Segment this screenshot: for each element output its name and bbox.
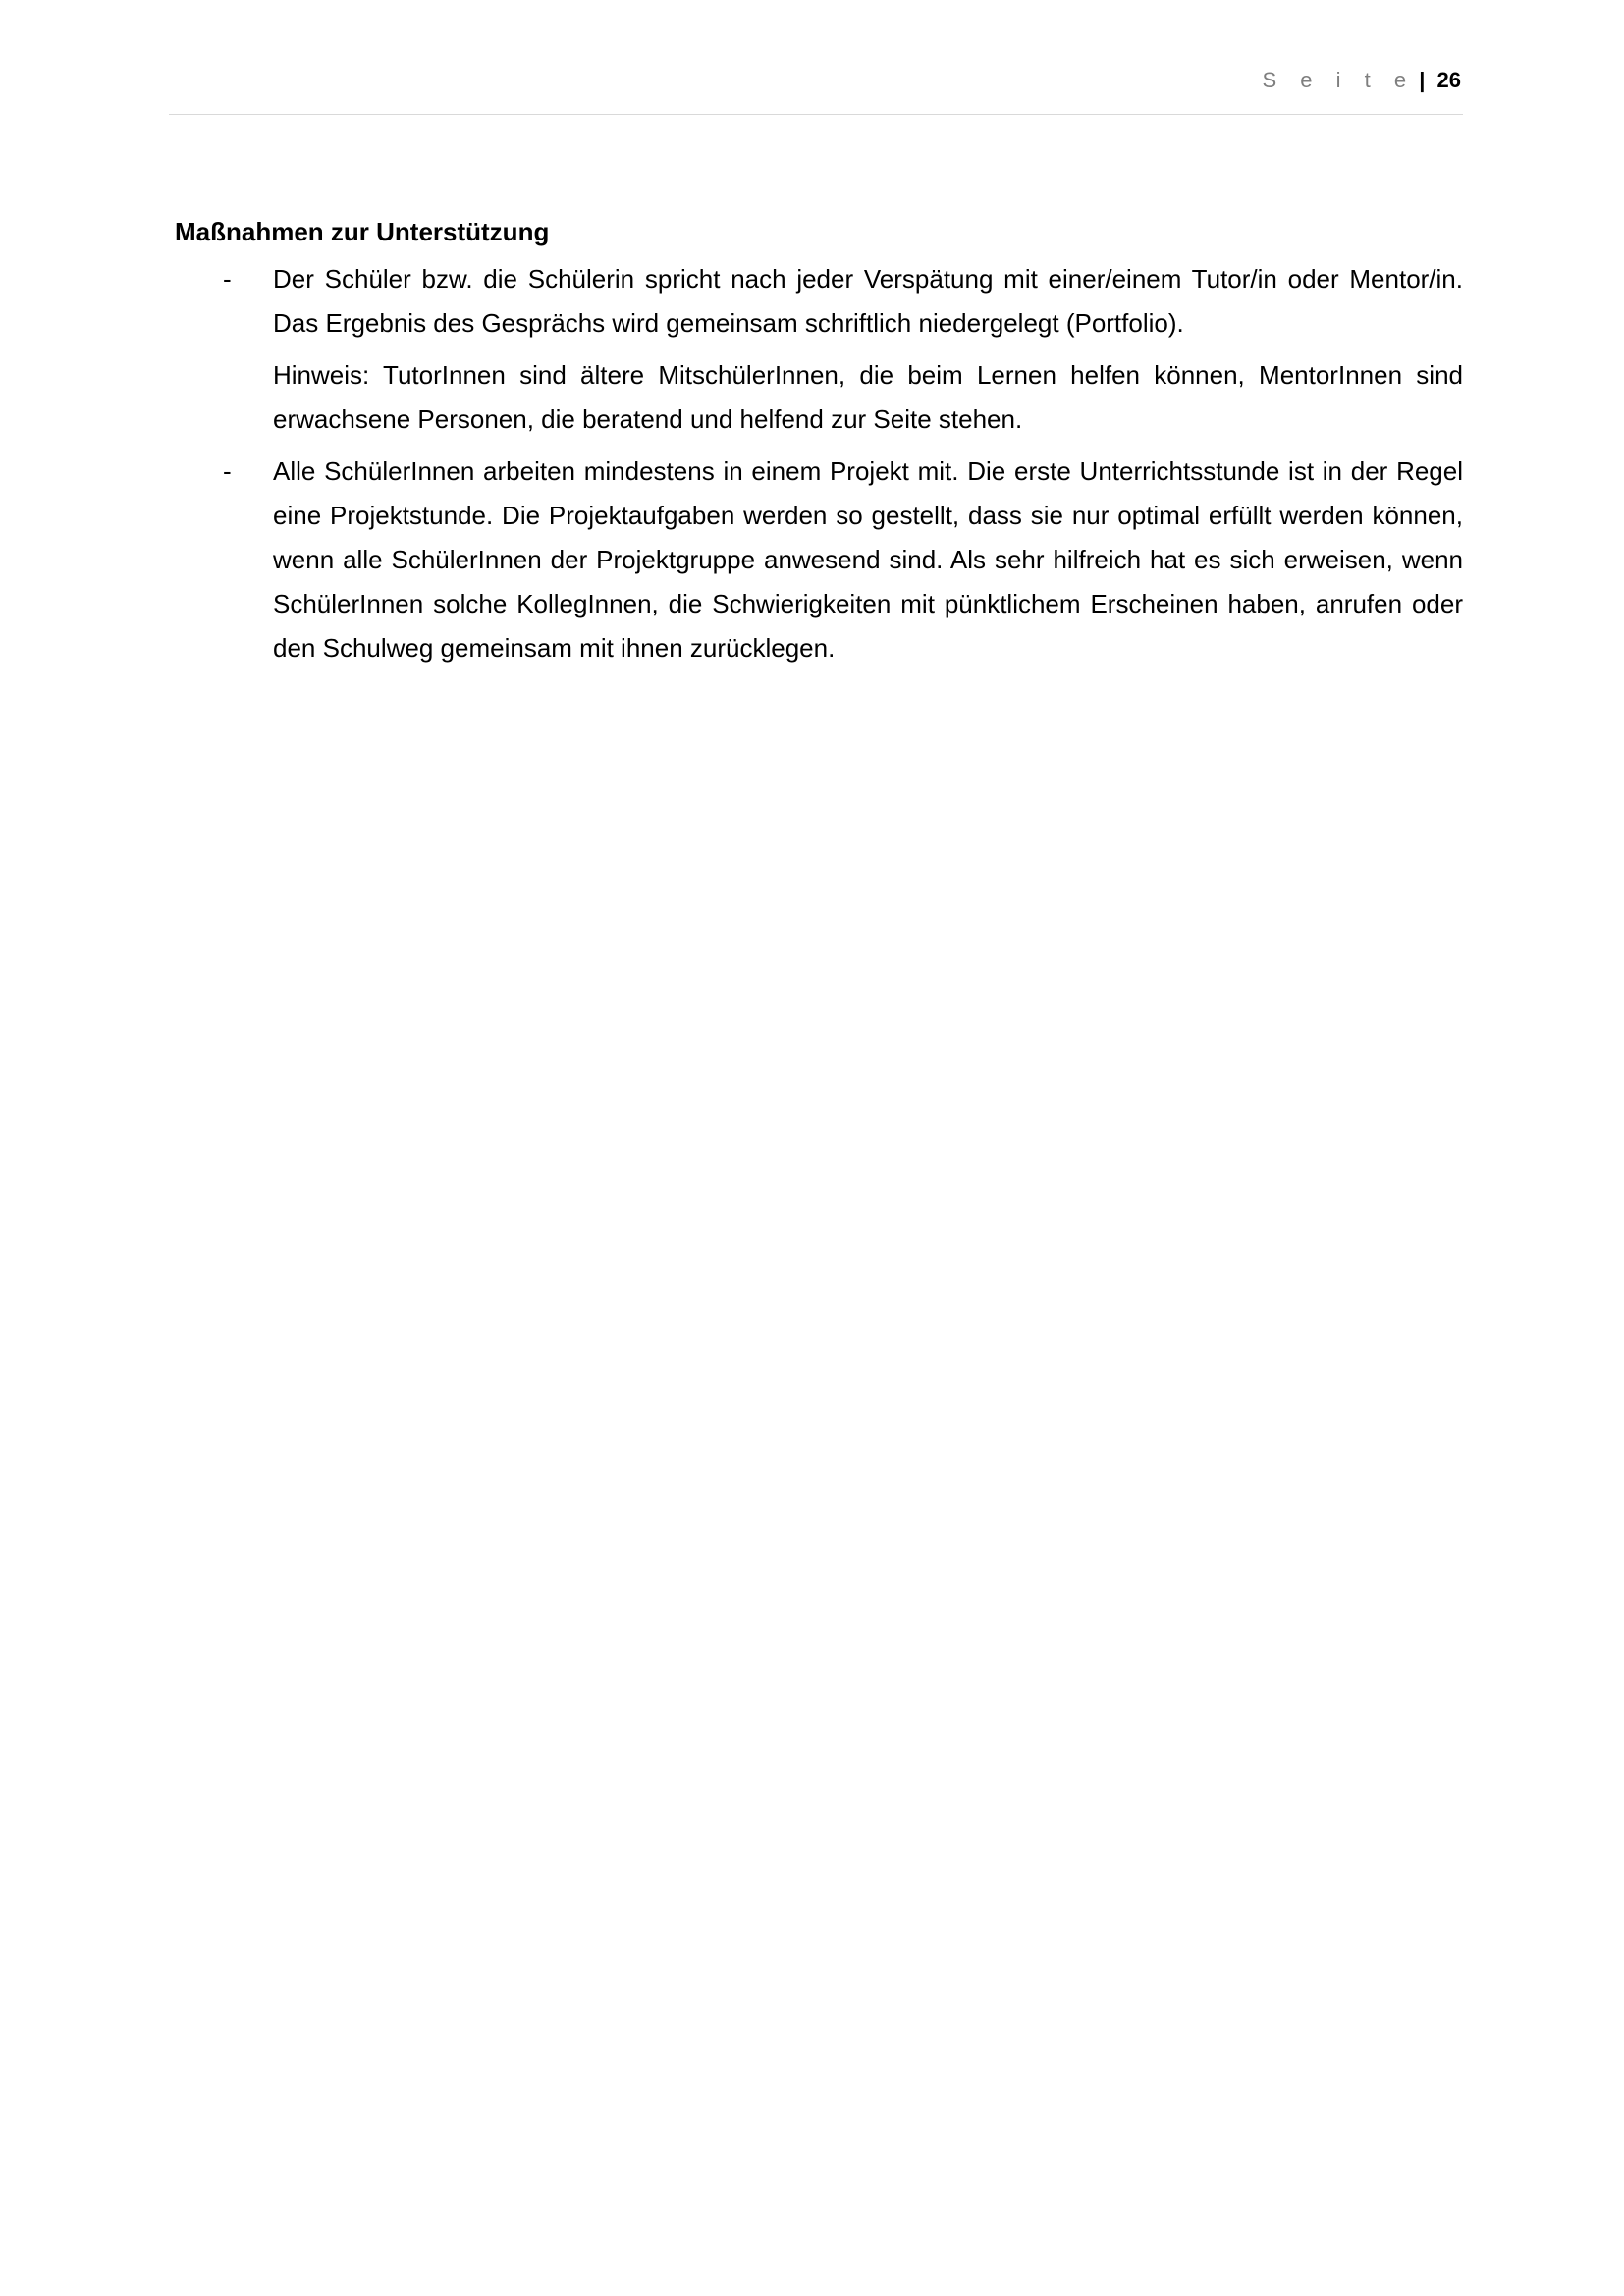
page-number-block: [1263, 67, 1461, 94]
page-number: 26: [1436, 68, 1461, 92]
header-separator: |: [1419, 68, 1426, 92]
section-title: Maßnahmen zur Unterstützung: [175, 217, 550, 246]
bullet-dash: -: [223, 264, 232, 294]
list-item: [175, 450, 1463, 670]
list-item: [175, 257, 1463, 442]
item-text: Alle SchülerInnen arbeiten mindestens in einem Projekt mit. Die erste Unterrichtsstunde ist in der Regel eine Projektstunde. Die Projektaufgaben werden so gestellt, dass sie nur optimal erfüllt werden können, wenn alle SchülerInnen der Projektgruppe anwesend sind. Als sehr hilfreich hat es sich erweisen, wenn SchülerInnen solche KollegInnen, die Schwierigkeiten mit pünktlichem Erscheinen haben, anrufen oder den Schulweg gemeinsam mit ihnen zurücklegen.: [273, 456, 1463, 663]
page-content: [175, 212, 1463, 678]
item-text: Der Schüler bzw. die Schülerin spricht nach jeder Verspätung mit einer/einem Tutor/in oder Mentor/in. Das Ergebnis des Gesprächs wird gemeinsam schriftlich niedergelegt (Portfolio).: [273, 264, 1463, 338]
page-header: [169, 61, 1463, 115]
bullet-dash: -: [223, 456, 232, 486]
page-label: S e i t e: [1262, 68, 1416, 92]
item-note: Hinweis: TutorInnen sind ältere MitschülerInnen, die beim Lernen helfen können, MentorInnen sind erwachsene Personen, die beratend und helfend zur Seite stehen.: [273, 360, 1463, 434]
measures-list: [175, 257, 1463, 670]
